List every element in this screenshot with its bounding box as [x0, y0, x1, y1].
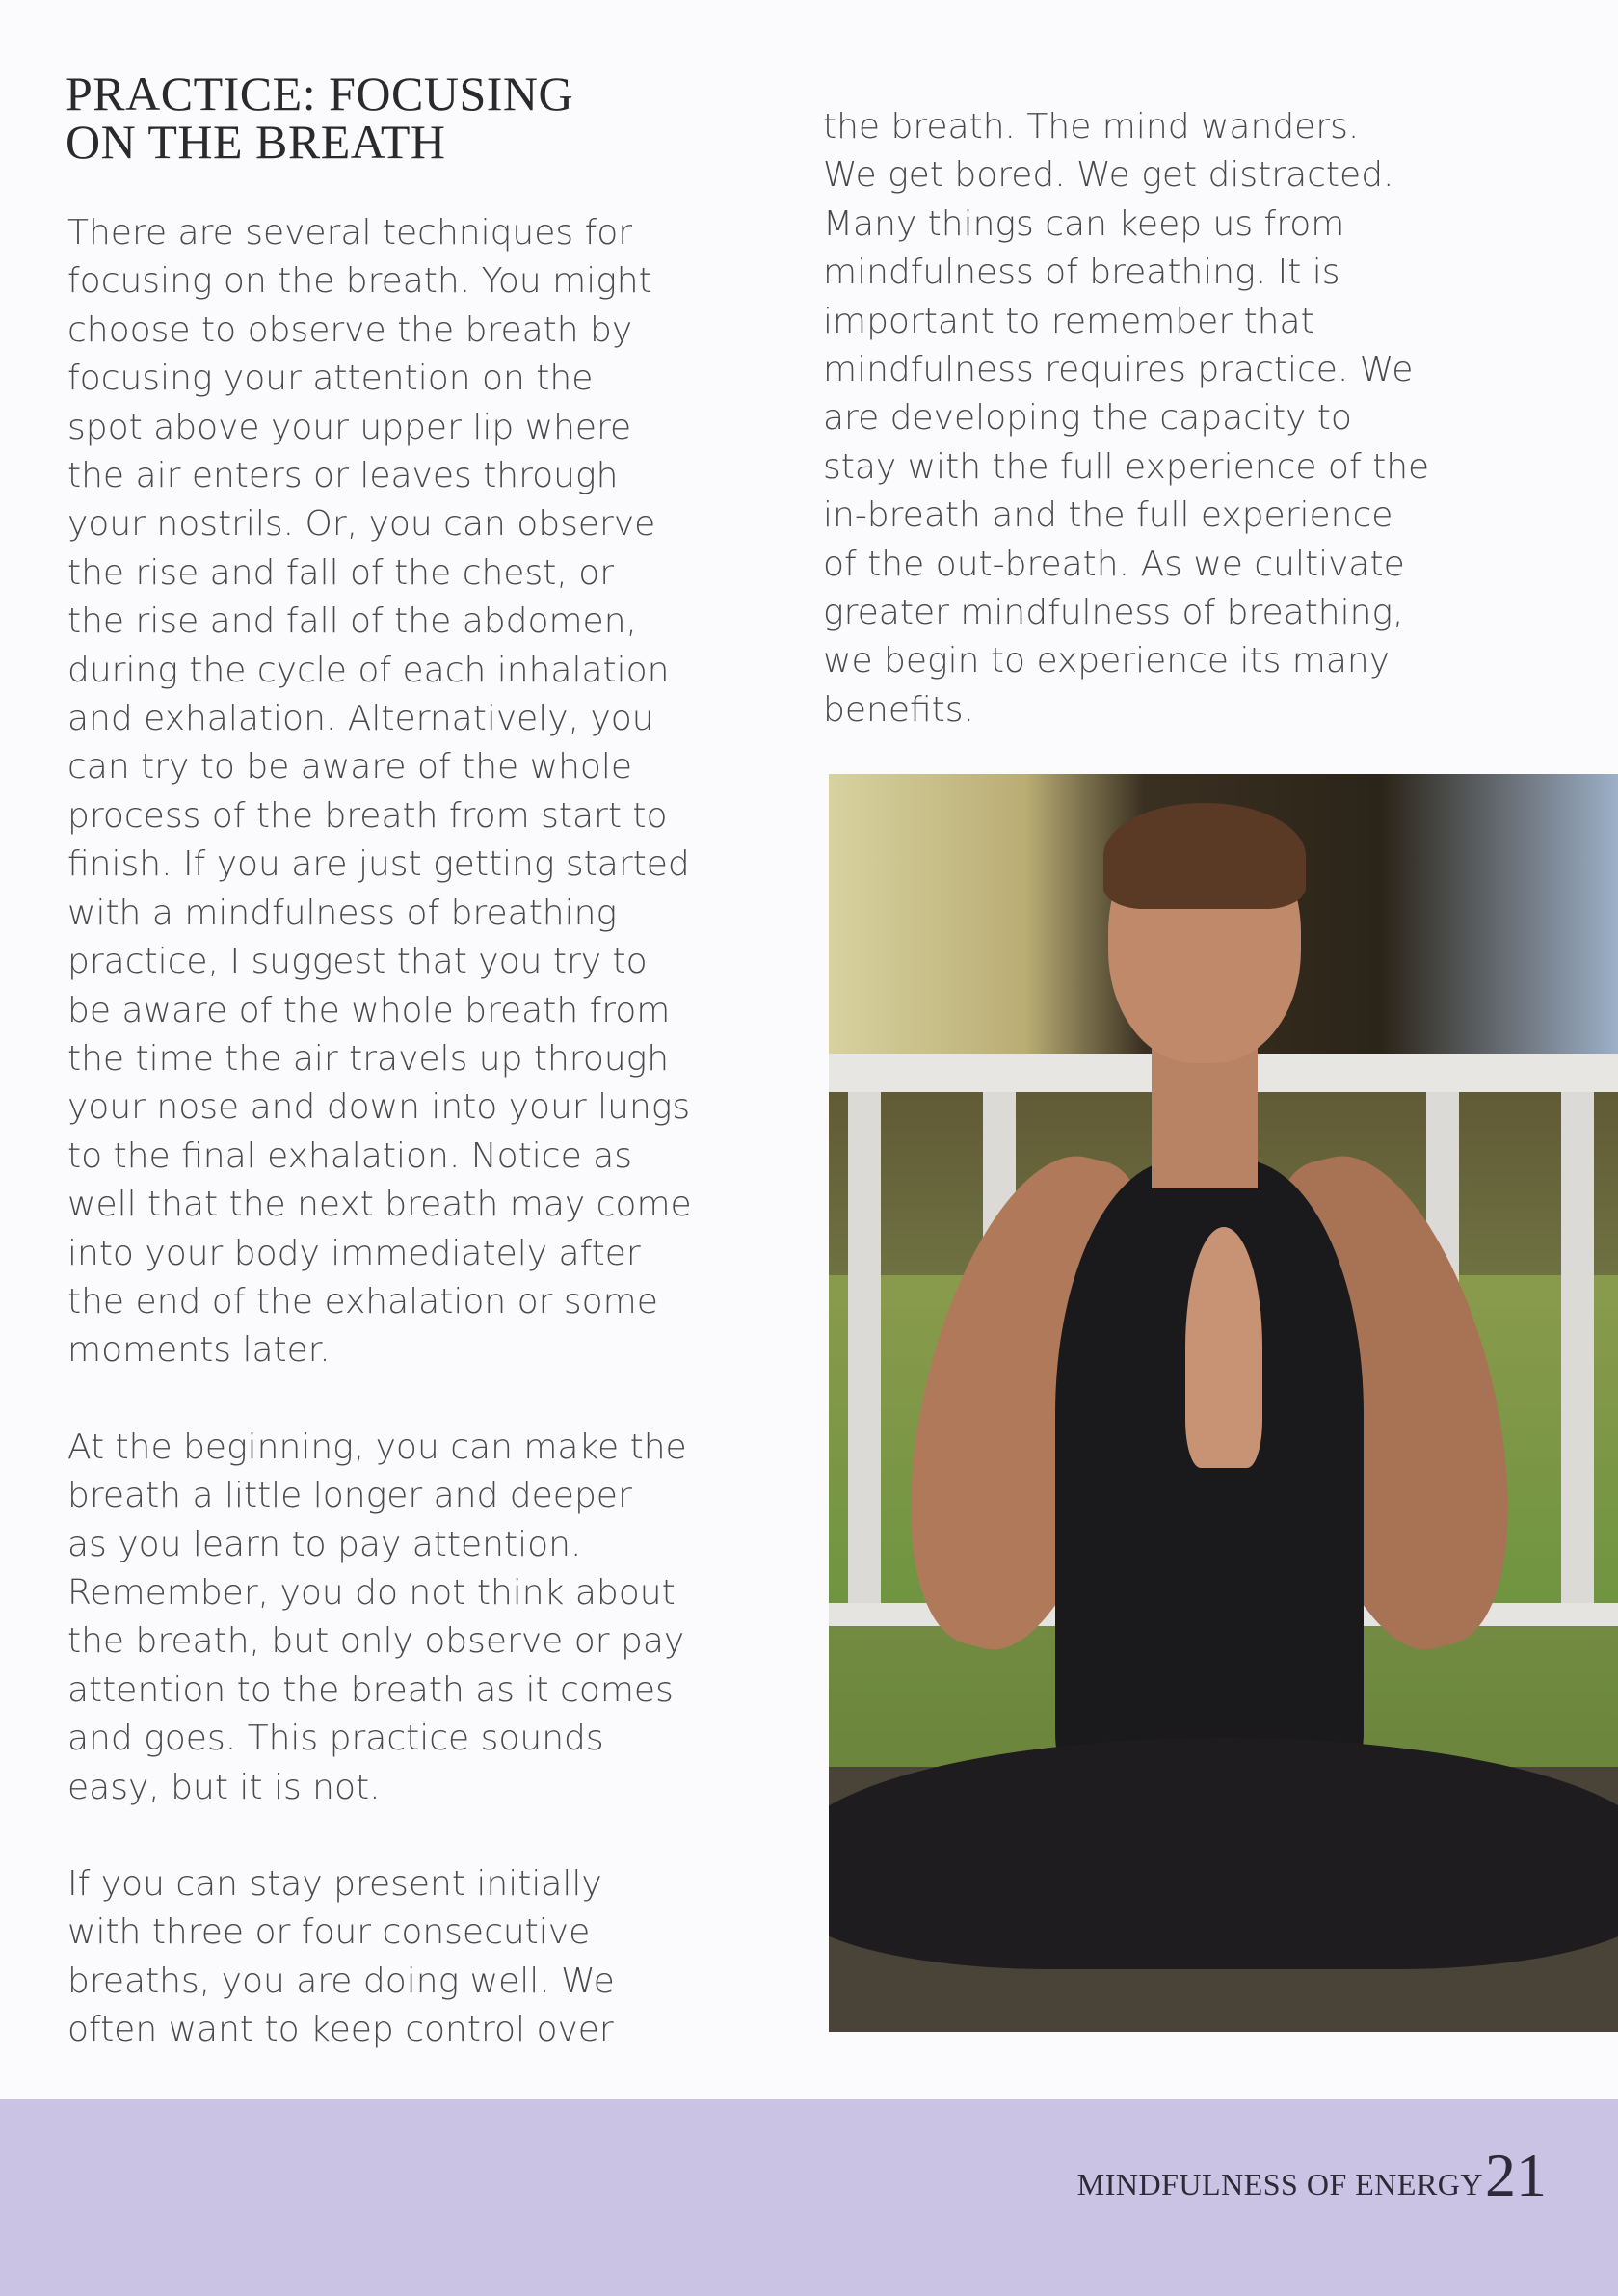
text-line: are developing the capacity to: [823, 398, 1352, 439]
text-line: in-breath and the full experience: [823, 495, 1393, 536]
text-line: spot above your upper lip where: [67, 407, 632, 447]
text-line: stay with the full experience of the: [823, 446, 1430, 487]
text-line: and exhalation. Alternatively, you: [67, 699, 654, 739]
text-line: attention to the breath as it comes: [67, 1669, 674, 1710]
text-line: the rise and fall of the abdomen,: [67, 601, 637, 642]
paragraph: [67, 1860, 819, 2055]
text-line: If you can stay present initially: [67, 1864, 602, 1904]
paragraph: [67, 209, 819, 1375]
text-line: your nostrils. Or, you can observe: [67, 504, 656, 545]
text-line: At the beginning, you can make the: [67, 1427, 687, 1467]
page-number: 21: [1485, 2141, 1547, 2209]
text-line: we begin to experience its many: [823, 641, 1391, 681]
page-heading: [66, 67, 644, 169]
text-line: breath a little longer and deeper: [67, 1476, 632, 1516]
text-line: the breath, but only observe or pay: [67, 1621, 685, 1662]
text-line: can try to be aware of the whole: [67, 747, 633, 788]
text-line: easy, but it is not.: [67, 1767, 381, 1807]
meditation-photo: [829, 774, 1618, 2032]
paragraph: [67, 1424, 819, 1812]
text-line: be aware of the whole breath from: [67, 990, 671, 1030]
section-title: MINDFULNESS OF ENERGY: [1076, 2167, 1483, 2202]
text-line: focusing your attention on the: [67, 359, 594, 399]
text-line: into your body immediately after: [67, 1233, 641, 1273]
text-line: We get bored. We get distracted.: [823, 155, 1394, 196]
heading-line-1: PRACTICE: FOCUSING: [66, 67, 574, 120]
text-line: the time the air travels up through: [67, 1038, 670, 1079]
text-line: choose to observe the breath by: [67, 309, 633, 350]
left-text-column: [67, 209, 819, 2055]
text-line: well that the next breath may come: [67, 1185, 692, 1225]
text-line: Many things can keep us from: [823, 203, 1345, 244]
text-line: practice, I suggest that you try to: [67, 942, 648, 982]
right-text-column: [823, 103, 1555, 734]
text-line: Remember, you do not think about: [67, 1572, 676, 1613]
text-line: There are several techniques for: [67, 213, 633, 253]
text-line: mindfulness requires practice. We: [823, 350, 1414, 390]
text-line: with three or four consecutive: [67, 1912, 591, 1953]
paragraph: [823, 103, 1555, 734]
text-line: finish. If you are just getting started: [67, 844, 690, 885]
text-line: as you learn to pay attention.: [67, 1524, 582, 1564]
text-line: mindfulness of breathing. It is: [823, 253, 1340, 293]
text-line: the rise and fall of the chest, or: [67, 552, 615, 593]
text-line: focusing on the breath. You might: [67, 261, 652, 302]
text-line: the air enters or leaves through: [67, 456, 619, 496]
text-line: the end of the exhalation or some: [67, 1281, 658, 1322]
text-line: process of the breath from start to: [67, 795, 668, 836]
text-line: and goes. This practice sounds: [67, 1719, 604, 1759]
text-line: of the out-breath. As we cultivate: [823, 544, 1405, 584]
text-line: the breath. The mind wanders.: [823, 107, 1360, 147]
text-line: breaths, you are doing well. We: [67, 1961, 615, 2001]
text-line: often want to keep control over: [67, 2010, 614, 2050]
heading-line-2: ON THE BREATH: [66, 115, 446, 169]
text-line: during the cycle of each inhalation: [67, 650, 670, 690]
text-line: moments later.: [67, 1330, 331, 1371]
text-line: your nose and down into your lungs: [67, 1087, 691, 1128]
text-line: important to remember that: [823, 301, 1314, 341]
text-line: benefits.: [823, 689, 974, 730]
text-line: to the final exhalation. Notice as: [67, 1135, 632, 1176]
footer-band: [0, 2099, 1618, 2296]
text-line: greater mindfulness of breathing,: [823, 593, 1404, 633]
text-line: with a mindfulness of breathing: [67, 893, 618, 933]
